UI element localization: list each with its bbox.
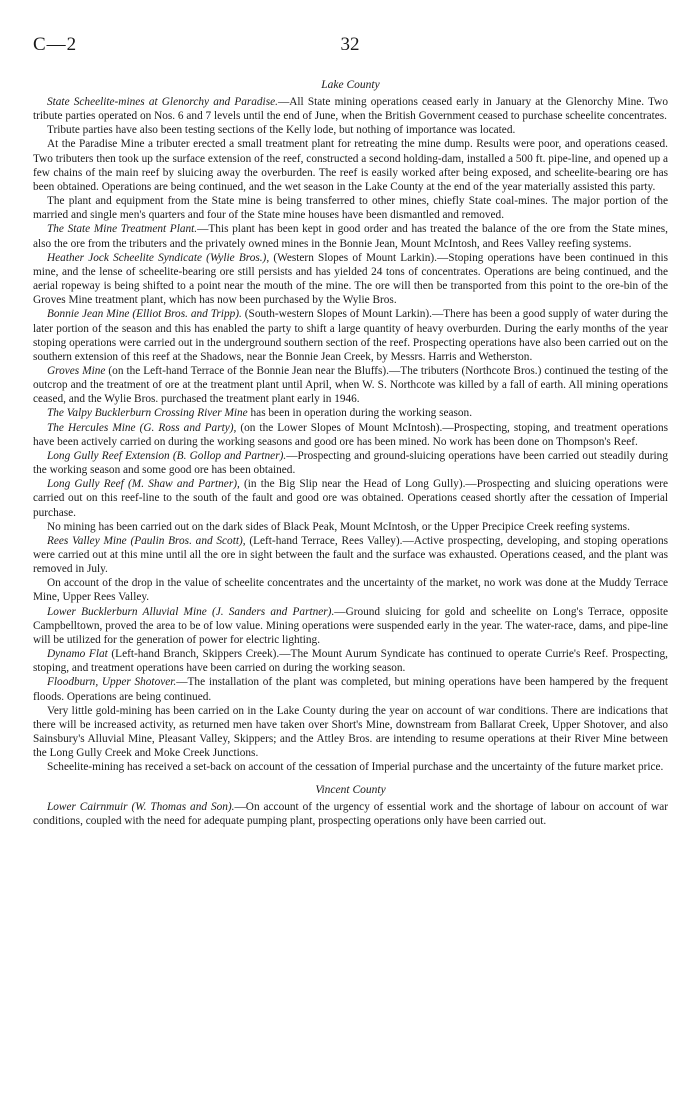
- paragraph: [33, 605, 668, 647]
- paragraph-text: No mining has been carried out on the dark sides of Black Peak, Mount McIntosh, or the Upper Precipice Creek reefing systems.: [47, 520, 630, 533]
- paragraph-text: —All State mining operations ceased early in January at the Glenorchy Mine. Two tribute parties operated on Nos. 6 and 7 levels until the end of June, when the British Government ceased to purchase scheelite concentrates.: [33, 96, 668, 123]
- paragraph: [33, 251, 668, 308]
- paragraph: [33, 800, 668, 828]
- paragraph: [33, 95, 668, 123]
- paragraph: [33, 364, 668, 406]
- paragraph: [33, 647, 668, 675]
- paragraph-lead: Lower Bucklerburn Alluvial Mine (J. Sanders and Partner).: [47, 605, 335, 618]
- paragraph: [33, 576, 668, 604]
- paragraph-text: —This plant has been kept in good order and has treated the balance of the ore from the State mines, also the ore from the tributers and the privately owned mines in the Bonnie Jean, Mount McIntosh, and Rees Valley reefing systems.: [33, 223, 668, 250]
- paragraph-lead: Floodburn, Upper Shotover.: [47, 676, 177, 689]
- paragraph-text: Tribute parties have also been testing sections of the Kelly lode, but nothing of importance was located.: [47, 124, 516, 137]
- paragraph-lead: Long Gully Reef Extension (B. Gollop and Partner).: [47, 449, 287, 462]
- paragraph-text: (Left-hand Branch, Skippers Creek).—The Mount Aurum Syndicate has continued to operate Currie's Reef. Prospecting, stoping, and treatment operations have been carried on during the working season.: [33, 648, 668, 675]
- paragraph: [33, 520, 668, 534]
- paragraph-lead: Rees Valley Mine (Paulin Bros. and Scott),: [47, 534, 246, 547]
- paragraph-text: (on the Left-hand Terrace of the Bonnie Jean near the Bluffs).—The tributers (Northcote Bros.) continued the testing of the outcrop and the treatment of ore at the treatment plant until April, when W. S. Northcote was killed by a fall of earth. All mining operations ceased, and the Wylie Bros. purchased the treatment plant early in 1946.: [33, 364, 668, 406]
- paragraph-text: has been in operation during the working season.: [247, 407, 473, 420]
- paragraph: [33, 534, 668, 576]
- paragraph: [33, 307, 668, 364]
- paragraph-text: —Ground sluicing for gold and scheelite on Long's Terrace, opposite Campbelltown, proved the area to be of low value. Mining operations were suspended early in the year. The water-race, dams, and pipe-line will be utilized for the generation of power for electric lighting.: [33, 605, 668, 646]
- paragraph-lead: The Valpy Bucklerburn Crossing River Mine: [47, 407, 248, 420]
- paragraph: [33, 123, 668, 137]
- paragraph-text: The plant and equipment from the State mine is being transferred to other mines, chiefly State coal-mines. The major portion of the married and single men's quarters and four of the State mine houses have been dismantled and removed.: [33, 195, 668, 222]
- paragraph-lead: The State Mine Treatment Plant.: [47, 223, 198, 236]
- paragraph: [33, 449, 668, 477]
- paragraph-lead: State Scheelite-mines at Glenorchy and Paradise.: [47, 96, 278, 108]
- paragraph: [33, 704, 668, 761]
- paragraph: [33, 421, 668, 449]
- paragraph-text: Scheelite-mining has received a set-back on account of the cessation of Imperial purchase and the uncertainty of the future market price.: [47, 761, 664, 774]
- paragraph-lead: Dynamo Flat: [47, 648, 108, 661]
- section-heading: Vincent County: [315, 783, 386, 796]
- paragraph-text: —The installation of the plant was completed, but mining operations have been hampered by the frequent floods. Operations are being continued.: [33, 676, 668, 703]
- paragraph-lead: Groves Mine: [47, 364, 106, 377]
- paragraph: [33, 477, 668, 519]
- paragraph-lead: Heather Jock Scheelite Syndicate (Wylie Bros.),: [47, 251, 270, 264]
- paragraph: [33, 760, 668, 774]
- paragraph-text: At the Paradise Mine a tributer erected a small treatment plant for retreating the mine dump. Results were poor, and operations ceased. Two tributers then took up the surface extension of the reef, constructed a second holding-dam, installed a 500 ft. pipe-line, and opened up a few chains of the main reef by sluicing away the overburden. The reef is easily worked after being exposed, and scheelite-bearing ore has been obtained. Operations are being continued, and the wet season in the Lake County at the end of the year materially assisted this party.: [33, 138, 668, 193]
- paragraph-lead: Lower Cairnmuir (W. Thomas and Son).: [47, 800, 235, 813]
- paragraph-text: —On account of the urgency of essential work and the shortage of labour on account of war conditions, coupled with the need for adequate pumping plant, prospecting operations only have been carried out.: [33, 800, 668, 827]
- paragraph-text: (on the Lower Slopes of Mount McIntosh).—Prospecting, stoping, and treatment operations have been actively carried on during the working seasons and good ore has been mined. No work has been done on Thompson's Reef.: [33, 421, 668, 448]
- paragraph-text: On account of the drop in the value of scheelite concentrates and the uncertainty of the market, no work was done at the Muddy Terrace Mine, Upper Rees Valley.: [33, 577, 668, 604]
- paragraph: [33, 406, 668, 420]
- paragraph: [33, 675, 668, 703]
- section-heading: Lake County: [321, 79, 380, 91]
- paragraph-text: Very little gold-mining has been carried on in the Lake County during the year on account of war conditions. There are indications that there will be increased activity, as returned men have taken over Short's Mine, downstream from Ballarat Creek, Upper Shotover, and also Sainsbury's Alluvial Mine, Pleasant Valley, Skippers; and the Attley Bros. are intending to resume operations at their River Mine between the Long Gully Creek and Moke Creek Junctions.: [33, 704, 668, 760]
- document-code: C—2: [33, 34, 78, 55]
- paragraph-lead: Bonnie Jean Mine (Elliot Bros. and Tripp).: [47, 308, 242, 321]
- paragraph: [33, 137, 668, 194]
- paragraph-text: —Prospecting and ground-sluicing operations have been carried out steadily during the working season and some good ore has been obtained.: [33, 449, 668, 477]
- page-body: [33, 78, 668, 828]
- paragraph-text: (South-western Slopes of Mount Larkin).—There has been a good supply of water during the later portion of the season and this has enabled the party to shift a large quantity of heavy overburden. During the early months of the year stoping operations were carried out in the underground southern section of the reef. Prospecting operations have also been carried out on the southern extension of this reef at the Shadows, near the Bonnie Jean Creek, by Messrs. Harris and Wetherston.: [33, 308, 668, 363]
- paragraph-text: (in the Big Slip near the Head of Long Gully).—Prospecting and sluicing operations were carried out on this reef-line to the south of the fault and good ore was obtained. Operations ceased shortly after the cessation of Imperial purchase.: [33, 478, 668, 519]
- paragraph: [33, 222, 668, 250]
- paragraph-text: (Western Slopes of Mount Larkin).—Stoping operations have been continued in this mine, and the lense of scheelite-bearing ore still persists and has yielded 24 tons of concentrates. Operations are being continued, and the aerial ropeway is being shifted to a point near the mouth of the mine. The ore will then be transported from this point to the ore-bin of the Groves Mine treatment plant, which has now been purchased by the Wylie Bros.: [33, 251, 668, 307]
- page-number: 32: [340, 34, 360, 55]
- paragraph-lead: The Hercules Mine (G. Ross and Party),: [47, 421, 237, 434]
- paragraph-lead: Long Gully Reef (M. Shaw and Partner),: [47, 478, 240, 491]
- paragraph-text: (Left-hand Terrace, Rees Valley).—Active prospecting, developing, and stoping operations were carried out at this mine until all the ore in sight between the fault and the surface was exhausted. Operations ceased, and the plant was removed in July.: [33, 534, 668, 576]
- paragraph: [33, 194, 668, 222]
